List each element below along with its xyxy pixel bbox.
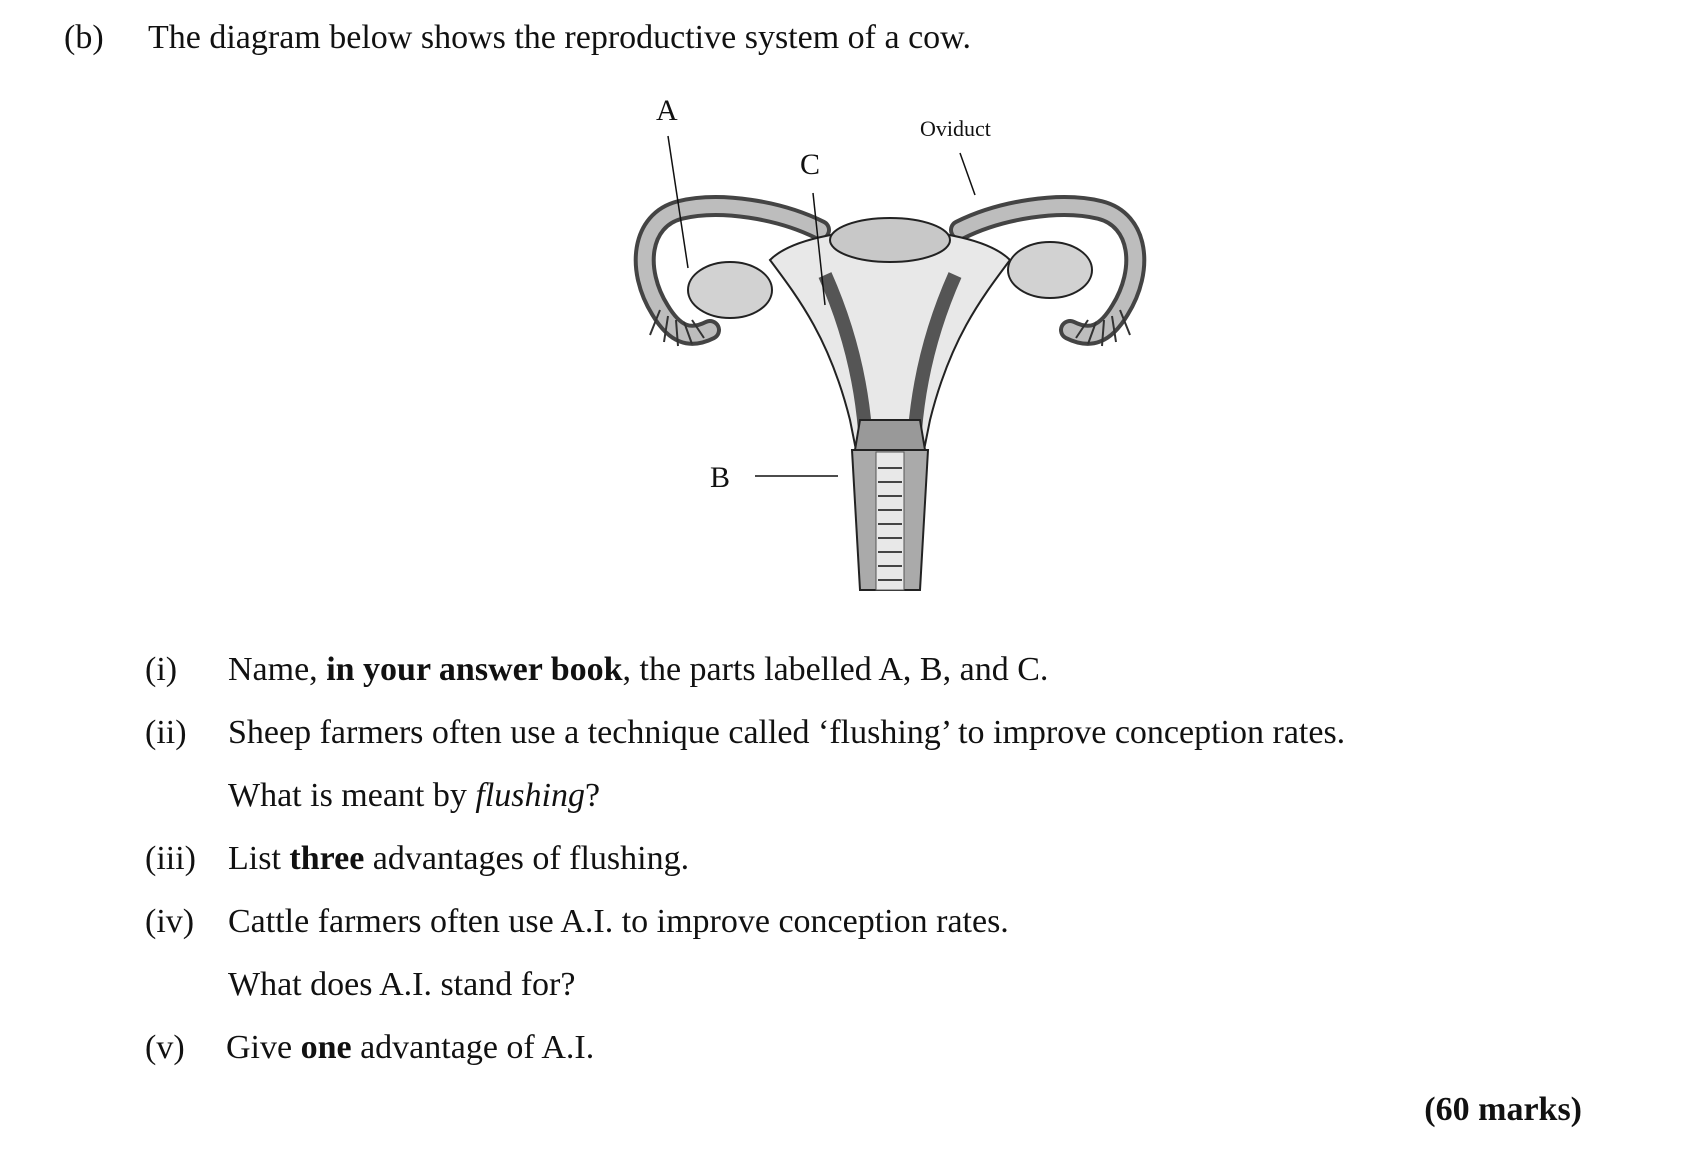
uterus-fundus [830, 218, 950, 262]
part-intro: The diagram below shows the reproductive system of a cow. [148, 19, 972, 56]
left-ovary [688, 262, 772, 318]
label-oviduct: Oviduct [920, 116, 991, 141]
question-iv-text: Cattle farmers often use A.I. to improve conception rates. [228, 903, 1009, 940]
question-ii-line2: What is meant by flushing? [228, 777, 601, 814]
question-iii-text: List three advantages of flushing. [228, 840, 690, 877]
question-v-number: (v) [145, 1029, 185, 1066]
label-a: A [656, 94, 678, 127]
question-iv-number: (iv) [145, 903, 195, 940]
right-ovary [1008, 242, 1092, 298]
part-label: (b) [64, 19, 104, 56]
label-b: B [710, 461, 731, 494]
question-ii-number: (ii) [145, 714, 187, 751]
question-i-number: (i) [145, 651, 178, 688]
leader-oviduct [960, 153, 975, 195]
question-v-text: Give one advantage of A.I. [226, 1029, 595, 1066]
label-c: C [800, 148, 821, 181]
question-iv-line2: What does A.I. stand for? [228, 966, 576, 1003]
cervix [855, 420, 925, 450]
question-iii-number: (iii) [145, 840, 196, 877]
marks-total: (60 marks) [1424, 1091, 1582, 1128]
question-i-text: Name, in your answer book, the parts labelled A, B, and C. [228, 651, 1049, 688]
question-ii-text: Sheep farmers often use a technique called ‘flushing’ to improve conception rates. [228, 714, 1346, 751]
cow-reproductive-diagram [620, 90, 1180, 610]
